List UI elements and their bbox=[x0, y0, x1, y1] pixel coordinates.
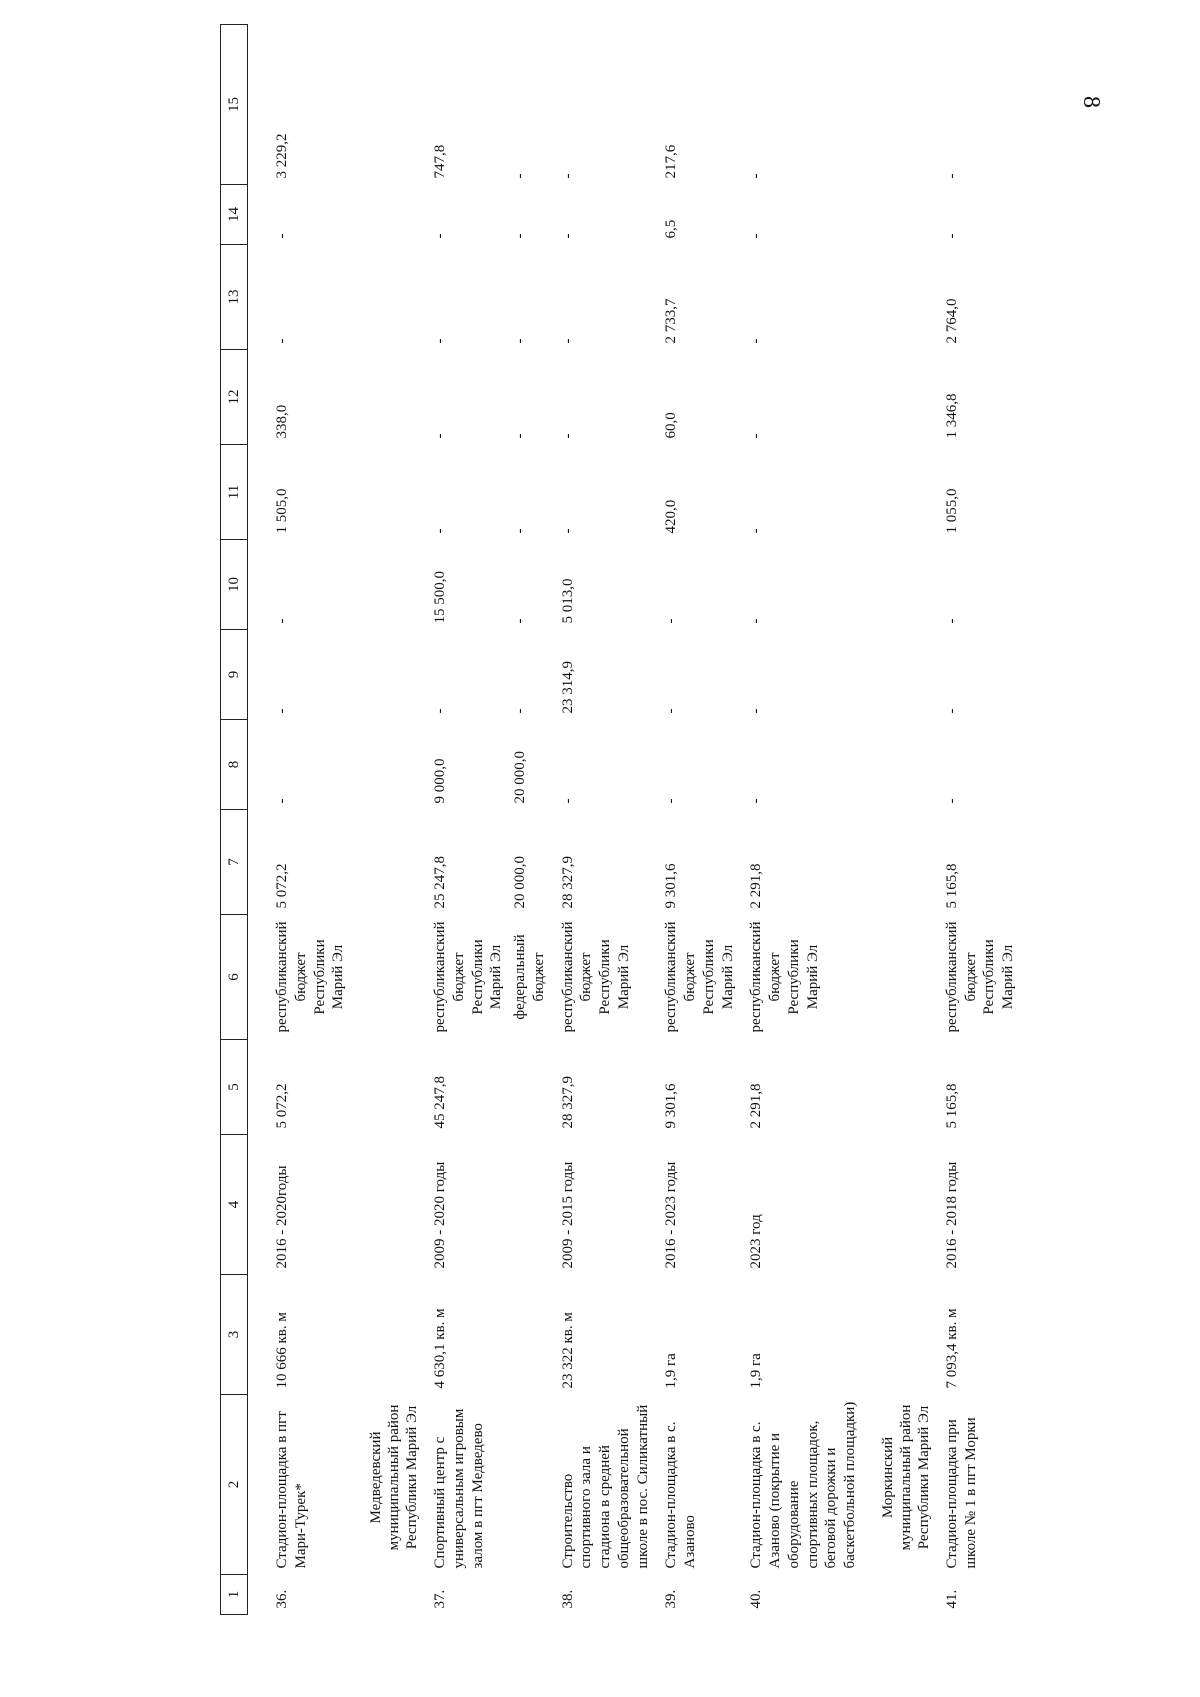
rotated-table-container bbox=[220, 45, 1150, 1615]
cell-c11: - bbox=[748, 528, 765, 534]
object-name: Стадион-площадка в с. Азаново (покрытие и оборудование спортивных площадок, беговой дорожки и баскетбольной площадки) bbox=[748, 1401, 858, 1569]
page-number: 8 bbox=[1078, 96, 1104, 108]
cell-c14: - bbox=[274, 233, 290, 239]
row-number bbox=[511, 1575, 554, 1615]
cell-c7: 9 301,6 bbox=[663, 863, 680, 909]
cell-c7: 25 247,8 bbox=[432, 856, 448, 909]
funding-source: федеральный бюджет bbox=[512, 934, 547, 1020]
cell-c7: 5 165,8 bbox=[943, 863, 960, 909]
cell-c11: - bbox=[432, 528, 448, 534]
cell-c13: 2 764,0 bbox=[943, 298, 960, 344]
table-row bbox=[426, 25, 511, 1615]
cell-c13: - bbox=[559, 338, 576, 344]
total-cost: 9 301,6 bbox=[663, 1083, 680, 1129]
col-header: 8 bbox=[221, 720, 248, 810]
table-row bbox=[554, 25, 658, 1615]
cell-c8: - bbox=[663, 798, 680, 804]
period: 2009 - 2015 годы bbox=[559, 1161, 576, 1269]
funding-source: республиканский бюджет Республики Марий Эл bbox=[943, 921, 1016, 1033]
col-header: 2 bbox=[221, 1395, 248, 1575]
period: 2009 - 2020 годы bbox=[432, 1161, 448, 1269]
cell-c9: - bbox=[943, 708, 960, 714]
cell-c13: 2 733,7 bbox=[663, 298, 680, 344]
cell-c9: - bbox=[663, 708, 680, 714]
object-name bbox=[511, 1395, 554, 1575]
capacity: 1,9 га bbox=[663, 1353, 680, 1389]
object-name: Строительство спортивного зала и стадиона в средней общеобразовательной школе в пос. Силикатный bbox=[559, 1404, 651, 1569]
funding-source: республиканский бюджет Республики Марий Эл bbox=[432, 921, 505, 1033]
object-name: Спортивный центр с универсальным игровым залом в пгт Медведево bbox=[432, 1408, 486, 1569]
cell-c12: - bbox=[512, 433, 528, 439]
row-number: 41. bbox=[943, 1589, 960, 1609]
cell-c14: - bbox=[943, 233, 960, 239]
cell-c8: - bbox=[748, 798, 765, 804]
total-cost: 5 072,2 bbox=[274, 1083, 290, 1129]
period bbox=[511, 1135, 554, 1275]
total-cost: 45 247,8 bbox=[432, 1076, 448, 1129]
cell-c13: - bbox=[432, 338, 448, 344]
period: 2016 - 2018 годы bbox=[943, 1161, 960, 1269]
cell-c7: 2 291,8 bbox=[748, 863, 765, 909]
col-header: 3 bbox=[221, 1275, 248, 1395]
cell-c15: - bbox=[943, 173, 960, 179]
funding-source: республиканский бюджет Республики Марий Эл bbox=[748, 921, 821, 1033]
cell-c14: - bbox=[748, 233, 765, 239]
cell-c9: - bbox=[432, 708, 448, 714]
period: 2023 год bbox=[748, 1214, 765, 1269]
period: 2016 - 2023 годы bbox=[663, 1161, 680, 1269]
row-number: 38. bbox=[559, 1589, 576, 1609]
cell-c13: - bbox=[274, 338, 290, 344]
funding-source: республиканский бюджет Республики Марий Эл bbox=[274, 921, 347, 1033]
capacity: 1,9 га bbox=[748, 1353, 765, 1389]
cell-c14: - bbox=[432, 233, 448, 239]
cell-c8: - bbox=[274, 798, 290, 804]
table-row bbox=[938, 25, 1023, 1615]
cell-c12: - bbox=[748, 433, 765, 439]
row-number: 39. bbox=[663, 1589, 680, 1609]
total-cost: 2 291,8 bbox=[748, 1083, 765, 1129]
region-row bbox=[865, 25, 938, 1615]
cell-c12: 1 346,8 bbox=[943, 393, 960, 439]
col-header: 10 bbox=[221, 540, 248, 630]
cell-c9: 23 314,9 bbox=[559, 661, 576, 714]
capacity: 7 093,4 кв. м bbox=[943, 1308, 960, 1389]
cell-c10: - bbox=[943, 618, 960, 624]
budget-table bbox=[220, 24, 1023, 1615]
col-header: 13 bbox=[221, 245, 248, 350]
cell-c11: 1 055,0 bbox=[943, 488, 960, 534]
col-header: 6 bbox=[221, 915, 248, 1040]
cell-c15: - bbox=[559, 173, 576, 179]
cell-c12: - bbox=[432, 433, 448, 439]
cell-c7: 20 000,0 bbox=[512, 856, 528, 909]
capacity: 23 322 кв. м bbox=[559, 1312, 576, 1389]
region-row bbox=[353, 25, 426, 1615]
header-row bbox=[221, 25, 248, 1615]
col-header: 9 bbox=[221, 630, 248, 720]
cell-c10: - bbox=[274, 618, 290, 624]
cell-c13: - bbox=[748, 338, 765, 344]
object-name: Стадион-площадка в с. Азаново bbox=[663, 1421, 698, 1569]
table-row bbox=[657, 25, 742, 1615]
table-row bbox=[268, 25, 353, 1615]
cell-c8: - bbox=[559, 798, 576, 804]
col-header: 5 bbox=[221, 1040, 248, 1135]
cell-c8: 9 000,0 bbox=[432, 758, 448, 804]
cell-c7: 5 072,2 bbox=[274, 863, 290, 909]
row-number: 40. bbox=[748, 1589, 765, 1609]
cell-c9: - bbox=[748, 708, 765, 714]
col-header: 12 bbox=[221, 350, 248, 445]
table-row bbox=[511, 25, 554, 1615]
cell-c12: 338,0 bbox=[274, 404, 290, 439]
funding-source: республиканский бюджет Республики Марий Эл bbox=[559, 921, 632, 1033]
cell-c12: 60,0 bbox=[663, 412, 680, 439]
region-heading: Моркинский муниципальный район Республики Марий Эл bbox=[879, 1404, 932, 1551]
cell-c10: - bbox=[748, 618, 765, 624]
cell-c9: - bbox=[512, 708, 528, 714]
col-header: 7 bbox=[221, 810, 248, 915]
row-number: 36. bbox=[274, 1589, 290, 1609]
period: 2016 - 2020годы bbox=[274, 1165, 290, 1269]
col-header: 11 bbox=[221, 445, 248, 540]
total-cost bbox=[511, 1040, 554, 1135]
cell-c15: 3 229,2 bbox=[274, 133, 290, 179]
capacity: 10 666 кв. м bbox=[274, 1312, 290, 1389]
row-number: 37. bbox=[432, 1589, 448, 1609]
cell-c10: 5 013,0 bbox=[559, 578, 576, 624]
cell-c8: - bbox=[943, 798, 960, 804]
cell-c11: 1 505,0 bbox=[274, 488, 290, 534]
col-header: 4 bbox=[221, 1135, 248, 1275]
col-header: 14 bbox=[221, 185, 248, 245]
col-header: 1 bbox=[221, 1575, 248, 1615]
cell-c8: 20 000,0 bbox=[512, 751, 528, 804]
cell-c11: - bbox=[559, 528, 576, 534]
cell-c10: - bbox=[663, 618, 680, 624]
total-cost: 5 165,8 bbox=[943, 1083, 960, 1129]
total-cost: 28 327,9 bbox=[559, 1076, 576, 1129]
cell-c10: 15 500,0 bbox=[432, 571, 448, 624]
cell-c9: - bbox=[274, 708, 290, 714]
cell-c14: 6,5 bbox=[663, 219, 680, 239]
object-name: Стадион-площадка при школе № 1 в пгт Морки bbox=[943, 1417, 979, 1569]
cell-c14: - bbox=[512, 233, 528, 239]
cell-c12: - bbox=[559, 433, 576, 439]
cell-c11: - bbox=[512, 528, 528, 534]
cell-c13: - bbox=[512, 338, 528, 344]
capacity: 4 630,1 кв. м bbox=[432, 1308, 448, 1389]
region-heading: Медведевский муниципальный район Республики Марий Эл bbox=[368, 1404, 420, 1551]
capacity bbox=[511, 1275, 554, 1395]
cell-c15: 747,8 bbox=[432, 144, 448, 179]
cell-c11: 420,0 bbox=[663, 499, 680, 534]
cell-c15: - bbox=[512, 173, 528, 179]
cell-c15: - bbox=[748, 173, 765, 179]
cell-c15: 217,6 bbox=[663, 144, 680, 179]
funding-source: республиканский бюджет Республики Марий Эл bbox=[663, 921, 736, 1033]
cell-c14: - bbox=[559, 233, 576, 239]
table-row bbox=[742, 25, 865, 1615]
object-name: Стадион-площадка в пгт Мари-Турек* bbox=[274, 1411, 309, 1569]
cell-c10: - bbox=[512, 618, 528, 624]
cell-c7: 28 327,9 bbox=[559, 856, 576, 909]
col-header: 15 bbox=[221, 25, 248, 185]
